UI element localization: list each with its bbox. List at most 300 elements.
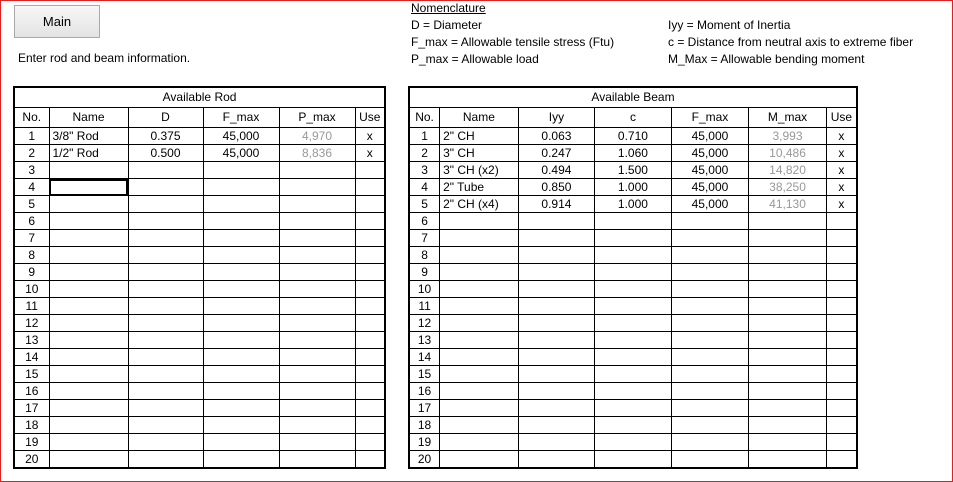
beam-fmax-cell[interactable]: 45,000: [671, 162, 749, 179]
rod-pmax-cell[interactable]: 4,970: [279, 128, 355, 145]
rod-no-cell[interactable]: 13: [14, 332, 49, 349]
beam-use-cell[interactable]: [826, 451, 857, 469]
rod-d-cell[interactable]: [128, 196, 203, 213]
rod-use-cell[interactable]: [355, 400, 385, 417]
beam-name-cell[interactable]: [440, 349, 519, 366]
rod-row: [14, 145, 385, 162]
rod-d-cell[interactable]: [128, 179, 203, 196]
rod-row: [14, 298, 385, 315]
beam-c-cell[interactable]: [595, 230, 672, 247]
beam-row: [409, 213, 857, 230]
beam-mmax-cell[interactable]: 10,486: [749, 145, 827, 162]
rod-no-cell[interactable]: 4: [14, 179, 49, 196]
beam-no-cell[interactable]: 10: [409, 281, 440, 298]
rod-pmax-cell[interactable]: [279, 383, 355, 400]
beam-mmax-cell[interactable]: 38,250: [749, 179, 827, 196]
beam-iyy-cell[interactable]: [518, 230, 595, 247]
beam-use-cell[interactable]: [826, 434, 857, 451]
beam-use-cell[interactable]: x: [826, 162, 857, 179]
rod-row: [14, 247, 385, 264]
rod-fmax-cell[interactable]: [203, 162, 279, 179]
beam-mmax-cell[interactable]: [749, 213, 827, 230]
beam-iyy-cell[interactable]: [518, 315, 595, 332]
rod-use-cell[interactable]: x: [355, 145, 385, 162]
rod-name-cell[interactable]: [49, 417, 128, 434]
beam-iyy-cell[interactable]: [518, 281, 595, 298]
beam-fmax-cell[interactable]: [671, 247, 749, 264]
beam-name-cell[interactable]: 2" CH: [440, 128, 519, 145]
rod-pmax-cell[interactable]: [279, 332, 355, 349]
beam-no-cell[interactable]: 3: [409, 162, 440, 179]
rod-no-cell[interactable]: 16: [14, 383, 49, 400]
beam-use-cell[interactable]: x: [826, 179, 857, 196]
beam-no-cell[interactable]: 11: [409, 298, 440, 315]
beam-fmax-cell[interactable]: [671, 434, 749, 451]
beam-name-cell[interactable]: [440, 383, 519, 400]
beam-name-cell[interactable]: 3" CH: [440, 145, 519, 162]
beam-fmax-cell[interactable]: [671, 230, 749, 247]
beam-fmax-cell[interactable]: [671, 213, 749, 230]
rod-fmax-cell[interactable]: [203, 332, 279, 349]
rod-d-cell[interactable]: 0.500: [128, 145, 203, 162]
rod-no-cell[interactable]: 17: [14, 400, 49, 417]
beam-use-cell[interactable]: [826, 383, 857, 400]
rod-d-cell[interactable]: [128, 451, 203, 469]
beam-name-cell[interactable]: [440, 400, 519, 417]
rod-row: [14, 332, 385, 349]
rod-use-cell[interactable]: [355, 366, 385, 383]
beam-c-cell[interactable]: [595, 383, 672, 400]
beam-name-cell[interactable]: [440, 247, 519, 264]
beam-no-cell[interactable]: 15: [409, 366, 440, 383]
rod-pmax-cell[interactable]: [279, 298, 355, 315]
rod-name-cell[interactable]: [49, 315, 128, 332]
beam-iyy-cell[interactable]: [518, 213, 595, 230]
rod-pmax-cell[interactable]: [279, 349, 355, 366]
rod-name-cell[interactable]: [49, 451, 128, 469]
beam-c-cell[interactable]: 1.000: [595, 196, 672, 213]
beam-c-cell[interactable]: [595, 281, 672, 298]
rod-name-cell[interactable]: [49, 366, 128, 383]
beam-row: [409, 332, 857, 349]
beam-mmax-cell[interactable]: [749, 315, 827, 332]
rod-use-cell[interactable]: [355, 332, 385, 349]
rod-fmax-cell[interactable]: [203, 434, 279, 451]
beam-mmax-cell[interactable]: 3,993: [749, 128, 827, 145]
beam-mmax-cell[interactable]: [749, 434, 827, 451]
rod-fmax-cell[interactable]: [203, 315, 279, 332]
beam-name-cell[interactable]: [440, 366, 519, 383]
beam-name-cell[interactable]: 2" CH (x4): [440, 196, 519, 213]
rod-fmax-cell[interactable]: [203, 349, 279, 366]
rod-no-cell[interactable]: 10: [14, 281, 49, 298]
rod-row: [14, 315, 385, 332]
rod-row: [14, 179, 385, 196]
rod-no-cell[interactable]: 20: [14, 451, 49, 469]
rod-use-cell[interactable]: [355, 434, 385, 451]
rod-no-cell[interactable]: 8: [14, 247, 49, 264]
beam-c-cell[interactable]: [595, 349, 672, 366]
rod-d-cell[interactable]: [128, 417, 203, 434]
rod-d-cell[interactable]: [128, 162, 203, 179]
beam-no-cell[interactable]: 14: [409, 349, 440, 366]
beam-no-cell[interactable]: 4: [409, 179, 440, 196]
rod-use-cell[interactable]: [355, 315, 385, 332]
rod-fmax-cell[interactable]: [203, 383, 279, 400]
beam-c-cell[interactable]: 1.060: [595, 145, 672, 162]
rod-no-cell[interactable]: 11: [14, 298, 49, 315]
beam-name-cell[interactable]: [440, 451, 519, 469]
beam-no-cell[interactable]: 9: [409, 264, 440, 281]
beam-use-cell[interactable]: [826, 247, 857, 264]
beam-no-cell[interactable]: 16: [409, 383, 440, 400]
rod-pmax-cell[interactable]: [279, 315, 355, 332]
rod-d-cell[interactable]: 0.375: [128, 128, 203, 145]
beam-iyy-cell[interactable]: [518, 264, 595, 281]
beam-iyy-cell[interactable]: 0.063: [518, 128, 595, 145]
beam-fmax-cell[interactable]: [671, 383, 749, 400]
beam-use-cell[interactable]: [826, 332, 857, 349]
beam-col-use[interactable]: Use: [826, 108, 857, 128]
beam-no-cell[interactable]: 12: [409, 315, 440, 332]
rod-pmax-cell[interactable]: [279, 451, 355, 469]
rod-d-cell[interactable]: [128, 366, 203, 383]
rod-row: [14, 383, 385, 400]
beam-fmax-cell[interactable]: [671, 281, 749, 298]
beam-mmax-cell[interactable]: [749, 400, 827, 417]
beam-row: [409, 264, 857, 281]
beam-mmax-cell[interactable]: [749, 247, 827, 264]
rod-fmax-cell[interactable]: [203, 417, 279, 434]
rod-name-cell[interactable]: [49, 298, 128, 315]
rod-name-cell[interactable]: [49, 400, 128, 417]
nomenclature-title: Nomenclature: [411, 1, 486, 15]
beam-c-cell[interactable]: 0.710: [595, 128, 672, 145]
beam-mmax-cell[interactable]: [749, 332, 827, 349]
beam-row: [409, 400, 857, 417]
beam-row: [409, 383, 857, 400]
rod-pmax-cell[interactable]: [279, 417, 355, 434]
rod-pmax-cell[interactable]: [279, 230, 355, 247]
beam-use-cell[interactable]: [826, 298, 857, 315]
beam-iyy-cell[interactable]: [518, 247, 595, 264]
rod-name-cell[interactable]: [49, 349, 128, 366]
beam-mmax-cell[interactable]: 41,130: [749, 196, 827, 213]
beam-no-cell[interactable]: 2: [409, 145, 440, 162]
beam-fmax-cell[interactable]: [671, 349, 749, 366]
rod-fmax-cell[interactable]: [203, 196, 279, 213]
rod-d-cell[interactable]: [128, 213, 203, 230]
rod-row: [14, 400, 385, 417]
rod-fmax-cell[interactable]: 45,000: [203, 145, 279, 162]
beam-c-cell[interactable]: [595, 298, 672, 315]
beam-no-cell[interactable]: 20: [409, 451, 440, 469]
beam-fmax-cell[interactable]: [671, 332, 749, 349]
beam-row: [409, 417, 857, 434]
beam-use-cell[interactable]: [826, 417, 857, 434]
beam-no-cell[interactable]: 18: [409, 417, 440, 434]
rod-no-cell[interactable]: 12: [14, 315, 49, 332]
rod-use-cell[interactable]: [355, 417, 385, 434]
beam-col-mmax[interactable]: M_max: [749, 108, 827, 128]
beam-fmax-cell[interactable]: 45,000: [671, 128, 749, 145]
rod-pmax-cell[interactable]: [279, 196, 355, 213]
rod-no-cell[interactable]: 19: [14, 434, 49, 451]
rod-name-cell[interactable]: 1/2" Rod: [49, 145, 128, 162]
rod-d-cell[interactable]: [128, 332, 203, 349]
rod-use-cell[interactable]: [355, 451, 385, 469]
rod-use-cell[interactable]: [355, 230, 385, 247]
beam-use-cell[interactable]: [826, 264, 857, 281]
rod-name-cell[interactable]: [49, 332, 128, 349]
rod-name-cell[interactable]: [49, 230, 128, 247]
beam-mmax-cell[interactable]: [749, 230, 827, 247]
rod-pmax-cell[interactable]: [279, 179, 355, 196]
beam-table-body: [409, 128, 857, 469]
beam-use-cell[interactable]: [826, 315, 857, 332]
rod-fmax-cell[interactable]: [203, 213, 279, 230]
rod-pmax-cell[interactable]: [279, 434, 355, 451]
rod-row: [14, 162, 385, 179]
beam-fmax-cell[interactable]: 45,000: [671, 196, 749, 213]
rod-no-cell[interactable]: 9: [14, 264, 49, 281]
beam-mmax-cell[interactable]: [749, 383, 827, 400]
rod-use-cell[interactable]: [355, 298, 385, 315]
beam-fmax-cell[interactable]: 45,000: [671, 145, 749, 162]
beam-col-name[interactable]: Name: [440, 108, 519, 128]
rod-fmax-cell[interactable]: [203, 451, 279, 469]
rod-col-use[interactable]: Use: [355, 108, 385, 128]
nomenclature-diameter: D = Diameter: [411, 18, 483, 32]
beam-col-iyy[interactable]: Iyy: [518, 108, 595, 128]
beam-use-cell[interactable]: [826, 281, 857, 298]
beam-use-cell[interactable]: x: [826, 145, 857, 162]
beam-use-cell[interactable]: x: [826, 196, 857, 213]
rod-fmax-cell[interactable]: [203, 264, 279, 281]
rod-d-cell[interactable]: [128, 383, 203, 400]
rod-fmax-cell[interactable]: [203, 298, 279, 315]
rod-col-d[interactable]: D: [128, 108, 203, 128]
rod-use-cell[interactable]: [355, 247, 385, 264]
beam-mmax-cell[interactable]: [749, 264, 827, 281]
beam-col-fmax[interactable]: F_max: [671, 108, 749, 128]
rod-row: [14, 213, 385, 230]
beam-iyy-cell[interactable]: 0.494: [518, 162, 595, 179]
beam-name-cell[interactable]: [440, 332, 519, 349]
rod-use-cell[interactable]: [355, 196, 385, 213]
rod-pmax-cell[interactable]: [279, 264, 355, 281]
rod-no-cell[interactable]: 7: [14, 230, 49, 247]
beam-use-cell[interactable]: x: [826, 128, 857, 145]
beam-iyy-cell[interactable]: [518, 434, 595, 451]
rod-name-cell[interactable]: 3/8" Rod: [49, 128, 128, 145]
rod-fmax-cell[interactable]: [203, 366, 279, 383]
beam-use-cell[interactable]: [826, 349, 857, 366]
beam-c-cell[interactable]: [595, 366, 672, 383]
rod-no-cell[interactable]: 2: [14, 145, 49, 162]
beam-name-cell[interactable]: [440, 315, 519, 332]
beam-c-cell[interactable]: 1.500: [595, 162, 672, 179]
beam-no-cell[interactable]: 6: [409, 213, 440, 230]
rod-col-pmax[interactable]: P_max: [279, 108, 355, 128]
beam-c-cell[interactable]: [595, 417, 672, 434]
rod-no-cell[interactable]: 1: [14, 128, 49, 145]
beam-c-cell[interactable]: [595, 315, 672, 332]
rod-d-cell[interactable]: [128, 298, 203, 315]
beam-mmax-cell[interactable]: 14,820: [749, 162, 827, 179]
beam-row: [409, 196, 857, 213]
beam-row: [409, 366, 857, 383]
rod-name-cell[interactable]: [49, 247, 128, 264]
rod-pmax-cell[interactable]: [279, 213, 355, 230]
rod-fmax-cell[interactable]: [203, 230, 279, 247]
rod-use-cell[interactable]: [355, 179, 385, 196]
rod-no-cell[interactable]: 14: [14, 349, 49, 366]
rod-d-cell[interactable]: [128, 264, 203, 281]
rod-name-cell[interactable]: [49, 179, 128, 196]
beam-mmax-cell[interactable]: [749, 417, 827, 434]
rod-d-cell[interactable]: [128, 434, 203, 451]
beam-iyy-cell[interactable]: [518, 366, 595, 383]
beam-iyy-cell[interactable]: [518, 400, 595, 417]
beam-no-cell[interactable]: 8: [409, 247, 440, 264]
beam-name-cell[interactable]: [440, 264, 519, 281]
rod-d-cell[interactable]: [128, 281, 203, 298]
rod-use-cell[interactable]: [355, 264, 385, 281]
rod-col-fmax[interactable]: F_max: [203, 108, 279, 128]
beam-use-cell[interactable]: [826, 400, 857, 417]
rod-row: [14, 128, 385, 145]
beam-fmax-cell[interactable]: [671, 451, 749, 469]
rod-col-name[interactable]: Name: [49, 108, 128, 128]
beam-fmax-cell[interactable]: [671, 264, 749, 281]
rod-no-cell[interactable]: 6: [14, 213, 49, 230]
beam-c-cell[interactable]: [595, 451, 672, 469]
rod-name-cell[interactable]: [49, 213, 128, 230]
beam-c-cell[interactable]: [595, 264, 672, 281]
beam-iyy-cell[interactable]: 0.850: [518, 179, 595, 196]
beam-name-cell[interactable]: 2" Tube: [440, 179, 519, 196]
beam-mmax-cell[interactable]: [749, 451, 827, 469]
rod-no-cell[interactable]: 18: [14, 417, 49, 434]
rod-name-cell[interactable]: [49, 383, 128, 400]
beam-c-cell[interactable]: [595, 434, 672, 451]
beam-mmax-cell[interactable]: [749, 366, 827, 383]
beam-c-cell[interactable]: [595, 213, 672, 230]
beam-col-c[interactable]: c: [595, 108, 672, 128]
rod-fmax-cell[interactable]: [203, 247, 279, 264]
nomenclature-pmax: P_max = Allowable load: [411, 52, 539, 66]
rod-d-cell[interactable]: [128, 315, 203, 332]
beam-table-title: Available Beam: [409, 87, 857, 108]
beam-use-cell[interactable]: [826, 366, 857, 383]
rod-name-cell[interactable]: [49, 196, 128, 213]
rod-name-cell[interactable]: [49, 434, 128, 451]
rod-use-cell[interactable]: [355, 281, 385, 298]
beam-name-cell[interactable]: [440, 417, 519, 434]
beam-c-cell[interactable]: 1.000: [595, 179, 672, 196]
beam-c-cell[interactable]: [595, 400, 672, 417]
beam-fmax-cell[interactable]: 45,000: [671, 179, 749, 196]
beam-mmax-cell[interactable]: [749, 349, 827, 366]
beam-no-cell[interactable]: 1: [409, 128, 440, 145]
beam-fmax-cell[interactable]: [671, 400, 749, 417]
rod-d-cell[interactable]: [128, 349, 203, 366]
beam-fmax-cell[interactable]: [671, 417, 749, 434]
main-button[interactable]: Main: [14, 5, 100, 38]
beam-iyy-cell[interactable]: 0.914: [518, 196, 595, 213]
rod-fmax-cell[interactable]: [203, 179, 279, 196]
beam-name-cell[interactable]: [440, 230, 519, 247]
rod-pmax-cell[interactable]: [279, 247, 355, 264]
rod-no-cell[interactable]: 5: [14, 196, 49, 213]
rod-use-cell[interactable]: [355, 213, 385, 230]
beam-iyy-cell[interactable]: [518, 417, 595, 434]
rod-pmax-cell[interactable]: [279, 281, 355, 298]
beam-no-cell[interactable]: 7: [409, 230, 440, 247]
beam-c-cell[interactable]: [595, 247, 672, 264]
beam-name-cell[interactable]: [440, 213, 519, 230]
rod-d-cell[interactable]: [128, 247, 203, 264]
rod-name-cell[interactable]: [49, 162, 128, 179]
rod-no-cell[interactable]: 3: [14, 162, 49, 179]
beam-iyy-cell[interactable]: [518, 349, 595, 366]
beam-name-cell[interactable]: [440, 298, 519, 315]
beam-mmax-cell[interactable]: [749, 298, 827, 315]
rod-no-cell[interactable]: 15: [14, 366, 49, 383]
beam-name-cell[interactable]: [440, 281, 519, 298]
beam-col-no[interactable]: No.: [409, 108, 440, 128]
rod-name-cell[interactable]: [49, 264, 128, 281]
beam-iyy-cell[interactable]: [518, 383, 595, 400]
beam-fmax-cell[interactable]: [671, 366, 749, 383]
beam-name-cell[interactable]: 3" CH (x2): [440, 162, 519, 179]
rod-use-cell[interactable]: [355, 383, 385, 400]
beam-row: [409, 349, 857, 366]
rod-pmax-cell[interactable]: [279, 366, 355, 383]
rod-pmax-cell[interactable]: [279, 400, 355, 417]
rod-use-cell[interactable]: [355, 162, 385, 179]
beam-no-cell[interactable]: 5: [409, 196, 440, 213]
rod-name-cell[interactable]: [49, 281, 128, 298]
rod-use-cell[interactable]: [355, 349, 385, 366]
beam-no-cell[interactable]: 19: [409, 434, 440, 451]
rod-fmax-cell[interactable]: [203, 400, 279, 417]
rod-use-cell[interactable]: x: [355, 128, 385, 145]
beam-iyy-cell[interactable]: [518, 298, 595, 315]
beam-no-cell[interactable]: 13: [409, 332, 440, 349]
beam-iyy-cell[interactable]: 0.247: [518, 145, 595, 162]
beam-no-cell[interactable]: 17: [409, 400, 440, 417]
rod-pmax-cell[interactable]: 8,836: [279, 145, 355, 162]
rod-pmax-cell[interactable]: [279, 162, 355, 179]
beam-iyy-cell[interactable]: [518, 451, 595, 469]
beam-fmax-cell[interactable]: [671, 315, 749, 332]
beam-c-cell[interactable]: [595, 332, 672, 349]
beam-use-cell[interactable]: [826, 213, 857, 230]
beam-iyy-cell[interactable]: [518, 332, 595, 349]
beam-use-cell[interactable]: [826, 230, 857, 247]
rod-col-no[interactable]: No.: [14, 108, 49, 128]
rod-fmax-cell[interactable]: [203, 281, 279, 298]
beam-table: [408, 86, 858, 469]
rod-d-cell[interactable]: [128, 230, 203, 247]
beam-fmax-cell[interactable]: [671, 298, 749, 315]
rod-fmax-cell[interactable]: 45,000: [203, 128, 279, 145]
beam-mmax-cell[interactable]: [749, 281, 827, 298]
beam-name-cell[interactable]: [440, 434, 519, 451]
rod-d-cell[interactable]: [128, 400, 203, 417]
